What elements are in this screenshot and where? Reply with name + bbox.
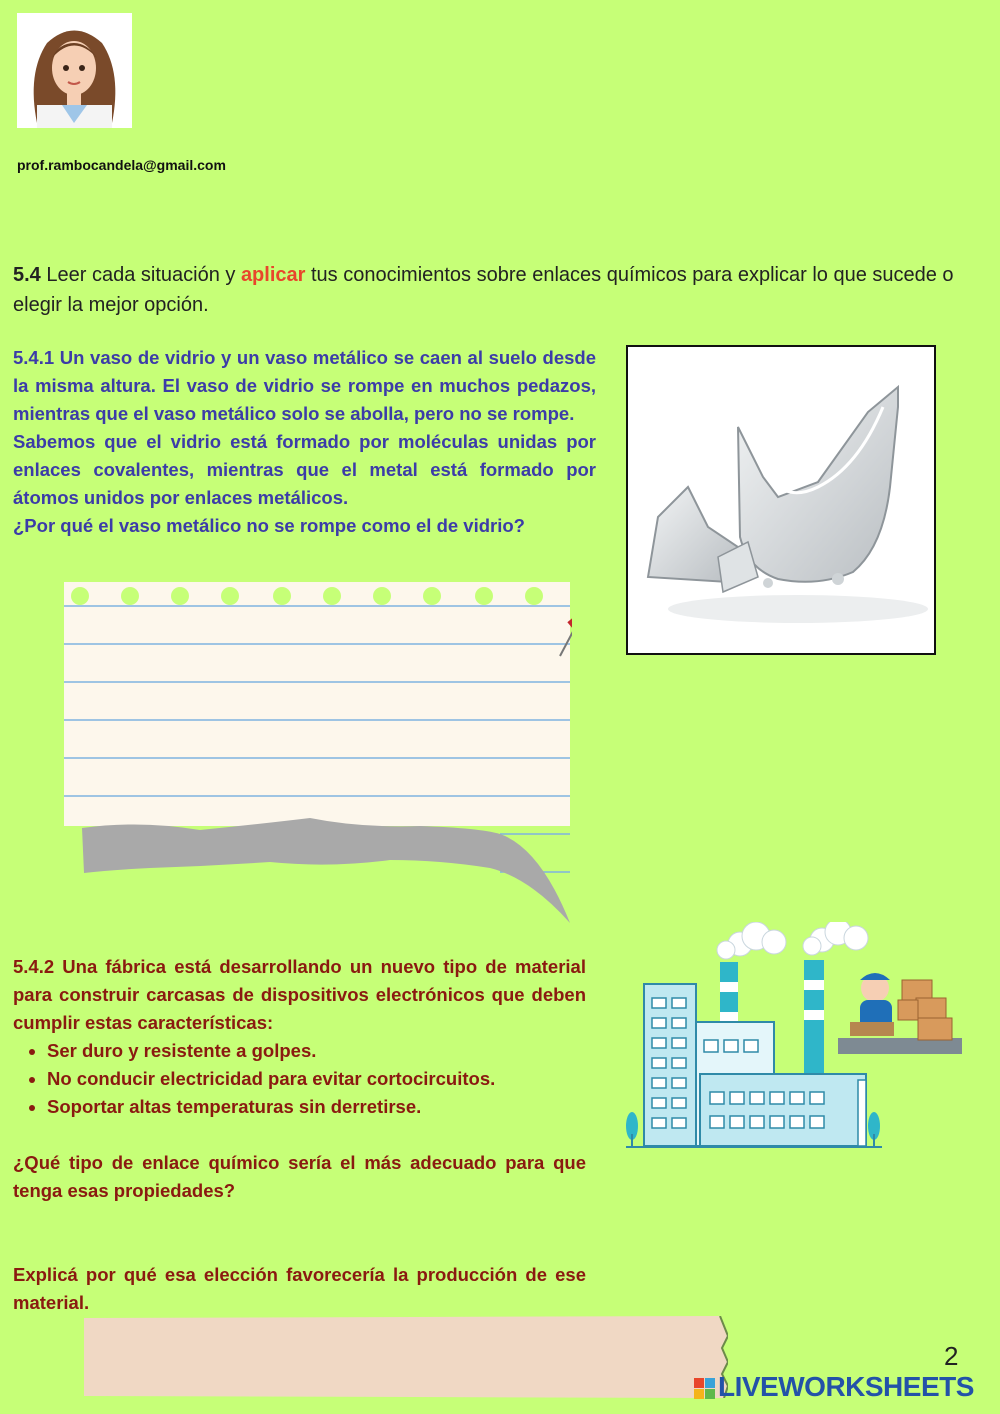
liveworksheets-brand: LIVEWORKSHEETS [718,1371,974,1402]
q2-requirement-1: • Ser duro y resistente a golpes. [47,1037,586,1065]
q1-paragraph-2: Sabemos que el vidrio está formado por moléculas unidas por enlaces covalentes, mientras que el metal está formado por átomos unidos por enlaces metálicos. [13,431,596,508]
instruction-accent-word: aplicar [240,264,306,286]
question-5-4-2 [13,953,586,1317]
instruction-number: 5.4 [13,264,41,286]
page-number: 2 [944,1341,959,1371]
teacher-avatar [17,13,132,128]
q2-explain: Explicá por qué esa elección favorecería la producción de ese material. [13,1264,586,1313]
factory-illustration [622,922,968,1150]
teacher-email: prof.rambocandela@gmail.com [17,157,226,173]
instruction-part-2: tus conocimientos sobre enlaces químicos para explicar lo que sucede o elegir la mejor opción. [13,264,954,316]
broken-glass-image [626,345,936,655]
q1-question: ¿Por qué el vaso metálico no se rompe como el de vidrio? [13,515,525,536]
question-5-4-1 [13,344,596,540]
q2-requirement-3: • Soportar altas temperaturas sin derretirse. [47,1093,586,1121]
instruction-text [13,260,993,320]
q2-intro: 5.4.2 Una fábrica está desarrollando un nuevo tipo de material para construir carcasas de dispositivos electrónicos que deben cumplir estas características: [13,956,586,1033]
q2-answer-input[interactable] [100,1326,714,1392]
q1-paragraph-1: 5.4.1 Un vaso de vidrio y un vaso metálico se caen al suelo desde la misma altura. El vaso de vidrio se rompe en muchos pedazos, mientras que el vaso metálico solo se abolla, pero no se rompe. [13,347,596,424]
q1-answer-input[interactable] [72,612,566,826]
q2-question: ¿Qué tipo de enlace químico sería el más adecuado para que tenga esas propiedades? [13,1152,586,1201]
instruction-part-1: Leer cada situación y [40,264,241,286]
q2-spacer-2 [13,1205,586,1261]
q2-requirements-list [13,1037,586,1121]
q2-spacer [13,1121,586,1149]
q2-requirement-2: • No conducir electricidad para evitar cortocircuitos. [47,1065,586,1093]
